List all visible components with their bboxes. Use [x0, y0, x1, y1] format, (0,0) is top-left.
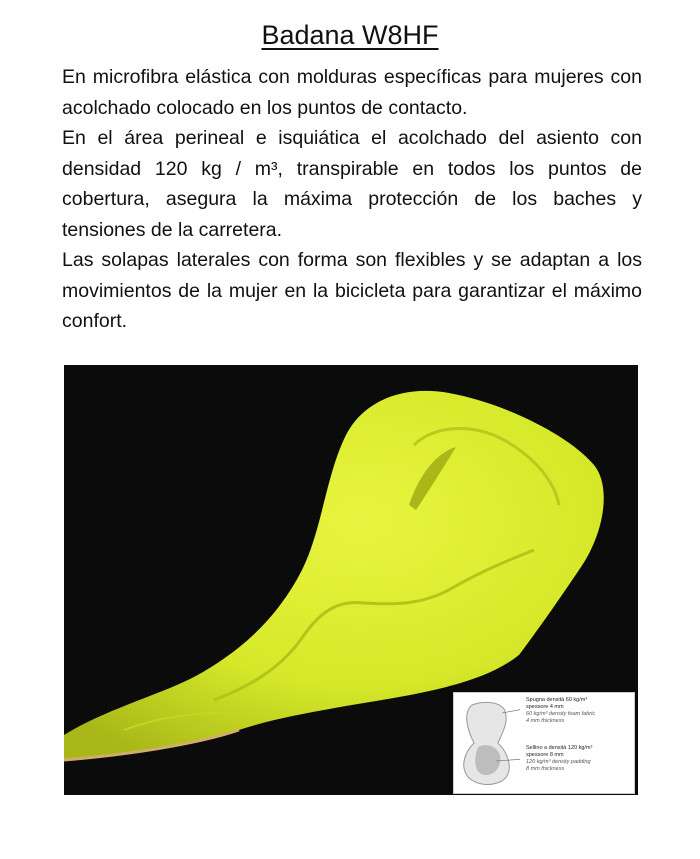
paragraph-flaps: Las solapas laterales con forma son flexibles y se adaptan a los movimientos de la mujer en la bicicleta para garantizar el máximo confort.: [62, 249, 642, 332]
description: [62, 62, 642, 337]
density-diagram-inset: [453, 692, 635, 794]
pad-density-diagram: [458, 699, 520, 787]
page-title: Badana W8HF: [261, 20, 439, 50]
paragraph-density: En el área perineal e isquiática el acolchado del asiento con densidad 120 kg / m³, transpirable en todos los puntos de cobertura, asegura la máxima protección de los baches y tensiones de la carretera.: [62, 127, 642, 241]
saddle-density-note: Sellino a densità 120 kg/m³ spessore 8 mm 120 kg/m³ density padding 8 mm thickness: [526, 745, 593, 772]
paragraph-material: En microfibra elástica con molduras específicas para mujeres con acolchado colocado en los puntos de contacto.: [62, 66, 642, 119]
foam-density-note: Spugna densità 60 kg/m³ spessore 4 mm 60 kg/m³ density foam fabric 4 mm thickness: [526, 697, 596, 724]
chamois-pad-photo: [64, 365, 638, 795]
